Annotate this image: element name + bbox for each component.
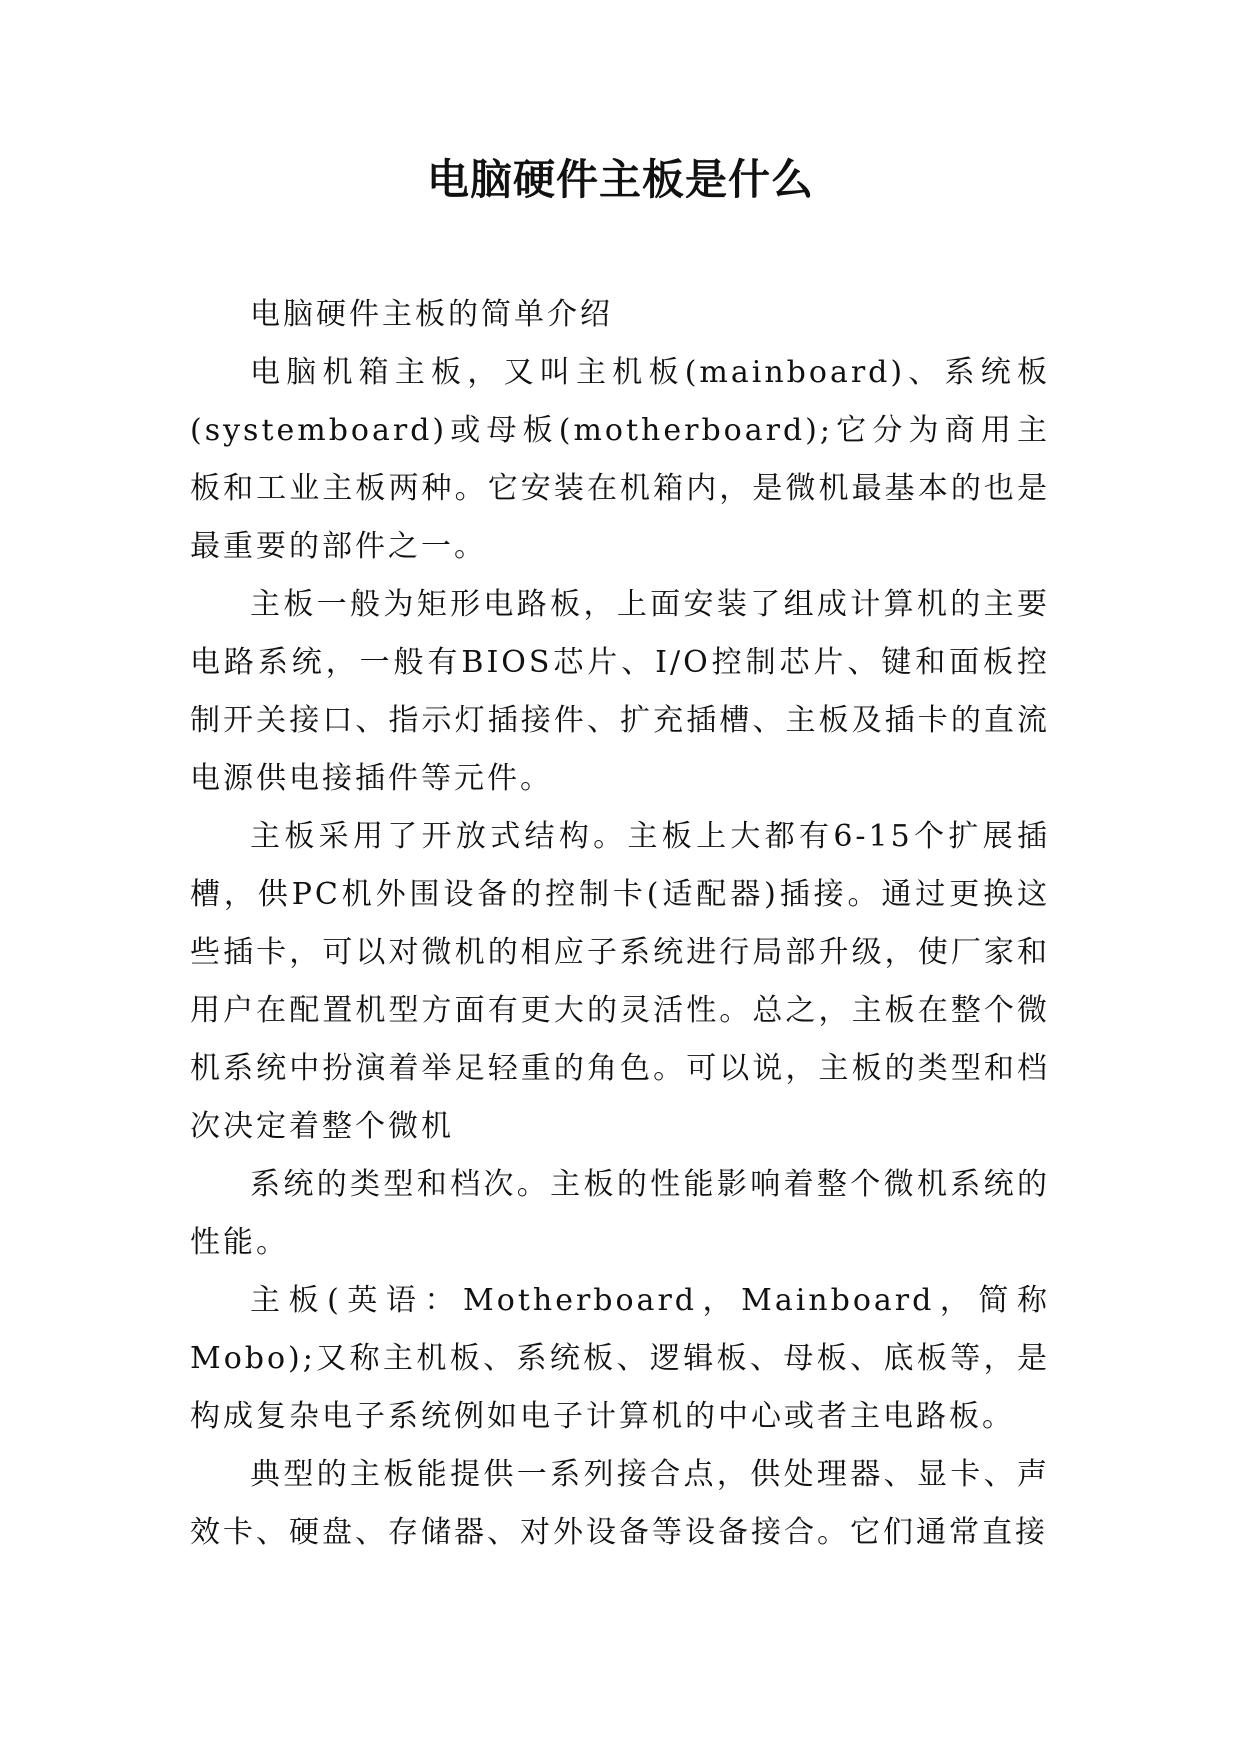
paragraph: 系统的类型和档次。主板的性能影响着整个微机系统的性能。 (190, 1167, 1050, 1260)
paragraph: 电脑机箱主板，又叫主机板(mainboard)、系统板(systemboard)或母板(motherboard);它分为商用主板和工业主板两种。它安装在机箱内，是微机最基本的也是最重要的部件之一。 (190, 355, 1050, 564)
paragraph: 主板(英语：Motherboard，Mainboard，简称Mobo);又称主机板、系统板、逻辑板、母板、底板等，是构成复杂电子系统例如电子计算机的中心或者主电路板。 (190, 1283, 1050, 1434)
paragraph: 主板采用了开放式结构。主板上大都有6-15个扩展插槽，供PC机外围设备的控制卡(适配器)插接。通过更换这些插卡，可以对微机的相应子系统进行局部升级，使厂家和用户在配置机型方面有更大的灵活性。总之，主板在整个微机系统中扮演着举足轻重的角色。可以说，主板的类型和档次决定着整个微机 (190, 819, 1050, 1144)
paragraph: 主板一般为矩形电路板，上面安装了组成计算机的主要电路系统，一般有BIOS芯片、I/O控制芯片、键和面板控制开关接口、指示灯插接件、扩充插槽、主板及插卡的直流电源供电接插件等元件。 (190, 587, 1050, 796)
paragraph-intro-heading: 电脑硬件主板的简单介绍 (250, 297, 613, 332)
document-title: 电脑硬件主板是什么 (426, 155, 814, 204)
document-body (190, 286, 1050, 1562)
paragraph: 典型的主板能提供一系列接合点，供处理器、显卡、声效卡、硬盘、存储器、对外设备等设备接合。它们通常直接 (190, 1457, 1050, 1550)
